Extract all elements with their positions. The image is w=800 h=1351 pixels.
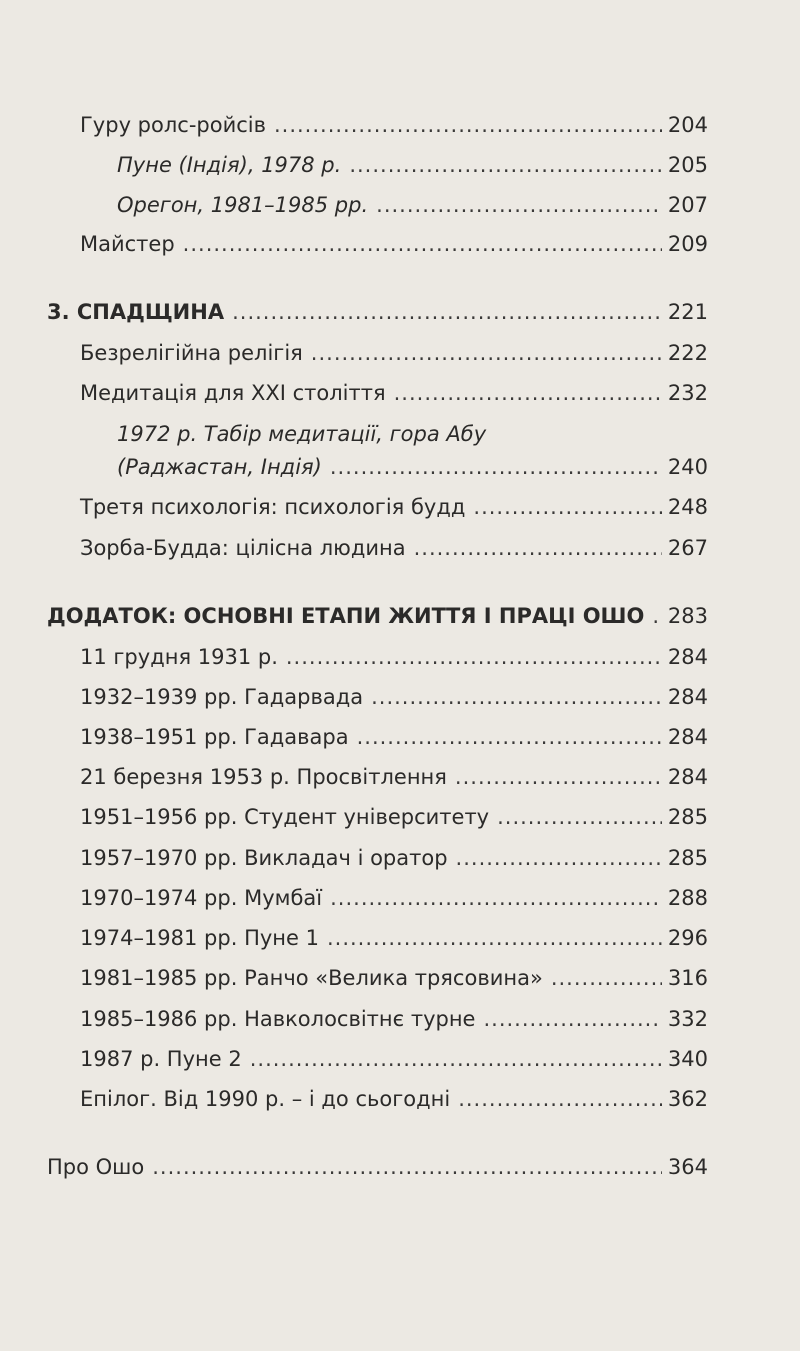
toc-entry-title: 1970–1974 рр. Мумбаї: [80, 886, 323, 910]
dot-leader: [327, 923, 662, 953]
toc-entry-page: 284: [667, 685, 708, 709]
toc-entry: [80, 229, 708, 259]
toc-entry: [80, 802, 708, 832]
toc-entry: [80, 1004, 708, 1034]
toc-entry-page: 205: [667, 153, 708, 177]
toc-entry-title: Медитація для XXI століття: [80, 381, 386, 405]
dot-leader: [330, 452, 662, 482]
toc-entry-title: Майстер: [80, 232, 175, 256]
toc-entry-page: 207: [667, 193, 708, 217]
toc-entry: [80, 1084, 708, 1114]
toc-entry-page: 267: [667, 536, 708, 560]
toc-entry: [80, 1044, 708, 1074]
toc-entry: [80, 378, 708, 408]
toc-entry-title: 1974–1981 рр. Пуне 1: [80, 926, 319, 950]
toc-entry: [80, 722, 708, 752]
dot-leader: [652, 601, 662, 631]
toc-entry-page: 285: [667, 805, 708, 829]
toc-entry: [117, 150, 708, 180]
toc-entry: [80, 963, 708, 993]
dot-leader: [483, 1004, 661, 1034]
toc-entry-page: 364: [667, 1155, 708, 1179]
toc-entry-title: 1957–1970 рр. Викладач і оратор: [80, 846, 448, 870]
dot-leader: [473, 492, 662, 522]
toc-entry-page: 332: [667, 1007, 708, 1031]
toc-entry-title: ДОДАТОК: ОСНОВНІ ЕТАПИ ЖИТТЯ І ПРАЦІ ОШО: [47, 604, 645, 628]
toc-entry-title: 3. СПАДЩИНА: [47, 300, 225, 324]
dot-leader: [311, 338, 662, 368]
dot-leader: [357, 722, 662, 752]
toc-entry: [80, 110, 708, 140]
dot-leader: [456, 843, 662, 873]
toc-entry-title: 21 березня 1953 р. Просвітлення: [80, 765, 447, 789]
toc-entry-page: 284: [667, 765, 708, 789]
toc-entry-page: 284: [667, 725, 708, 749]
dot-leader: [497, 802, 662, 832]
toc-entry-title: 11 грудня 1931 р.: [80, 645, 278, 669]
toc-entry: [80, 883, 708, 913]
toc-entry-page: 248: [667, 495, 708, 519]
dot-leader: [394, 378, 662, 408]
toc-entry-page: 240: [667, 455, 708, 479]
toc-entry: [80, 492, 708, 522]
toc-entry-page: 288: [667, 886, 708, 910]
dot-leader: [376, 190, 662, 220]
toc-entry-title: Третя психологія: психологія будд: [80, 495, 466, 519]
toc-entry: [47, 1152, 708, 1182]
dot-leader: [458, 1084, 662, 1114]
toc-entry-title: Про Ошо: [47, 1155, 145, 1179]
toc-entry: [80, 682, 708, 712]
toc-entry-page: 232: [667, 381, 708, 405]
toc-entry: [117, 452, 708, 482]
toc-entry-title: Гуру ролс-ройсів: [80, 113, 266, 137]
toc-entry-title: Безрелігійна релігія: [80, 341, 303, 365]
toc-entry-title: 1951–1956 рр. Студент університету: [80, 805, 490, 829]
toc-entry: [80, 843, 708, 873]
toc-entry: [80, 923, 708, 953]
toc-entry-title-line1: 1972 р. Табір медитації, гора Абу: [117, 422, 487, 446]
toc-entry: [80, 762, 708, 792]
toc-entry-page: 283: [667, 604, 708, 628]
toc-entry-title: Епілог. Від 1990 р. – і до сьогодні: [80, 1087, 451, 1111]
toc-entry-page: 362: [667, 1087, 708, 1111]
toc-part-heading: [47, 601, 708, 631]
toc-entry: [80, 642, 708, 672]
toc-entry: [80, 533, 708, 563]
toc-entry-title: (Раджастан, Індія): [117, 455, 322, 479]
toc-entry-page: 296: [667, 926, 708, 950]
dot-leader: [414, 533, 662, 563]
toc-entry-title: 1985–1986 рр. Навколосвітнє турне: [80, 1007, 476, 1031]
toc-entry-title: Зорба-Будда: цілісна людина: [80, 536, 406, 560]
dot-leader: [330, 883, 662, 913]
dot-leader: [232, 297, 662, 327]
toc-entry-title: 1981–1985 рр. Ранчо «Велика трясовина»: [80, 966, 543, 990]
toc-entry-title: Орегон, 1981–1985 рр.: [117, 193, 369, 217]
toc-entry-title: 1987 р. Пуне 2: [80, 1047, 242, 1071]
dot-leader: [455, 762, 662, 792]
dot-leader: [183, 229, 662, 259]
toc-entry-page: 222: [667, 341, 708, 365]
toc-entry-page: 204: [667, 113, 708, 137]
toc-entry-page: 340: [667, 1047, 708, 1071]
toc-entry: [117, 190, 708, 220]
toc-entry: [80, 338, 708, 368]
toc-entry-page: 209: [667, 232, 708, 256]
toc-entry-title: Пуне (Індія), 1978 р.: [117, 153, 342, 177]
dot-leader: [152, 1152, 662, 1182]
toc-entry-page: 285: [667, 846, 708, 870]
toc-entry-title: 1938–1951 рр. Гадавара: [80, 725, 349, 749]
toc-entry-page: 316: [667, 966, 708, 990]
dot-leader: [371, 682, 662, 712]
dot-leader: [274, 110, 662, 140]
toc-entry-page: 284: [667, 645, 708, 669]
dot-leader: [286, 642, 662, 672]
toc-part-heading: [47, 297, 708, 327]
dot-leader: [551, 963, 662, 993]
dot-leader: [250, 1044, 662, 1074]
toc-entry-page: 221: [667, 300, 708, 324]
dot-leader: [349, 150, 662, 180]
toc-entry-title: 1932–1939 рр. Гадарвада: [80, 685, 364, 709]
